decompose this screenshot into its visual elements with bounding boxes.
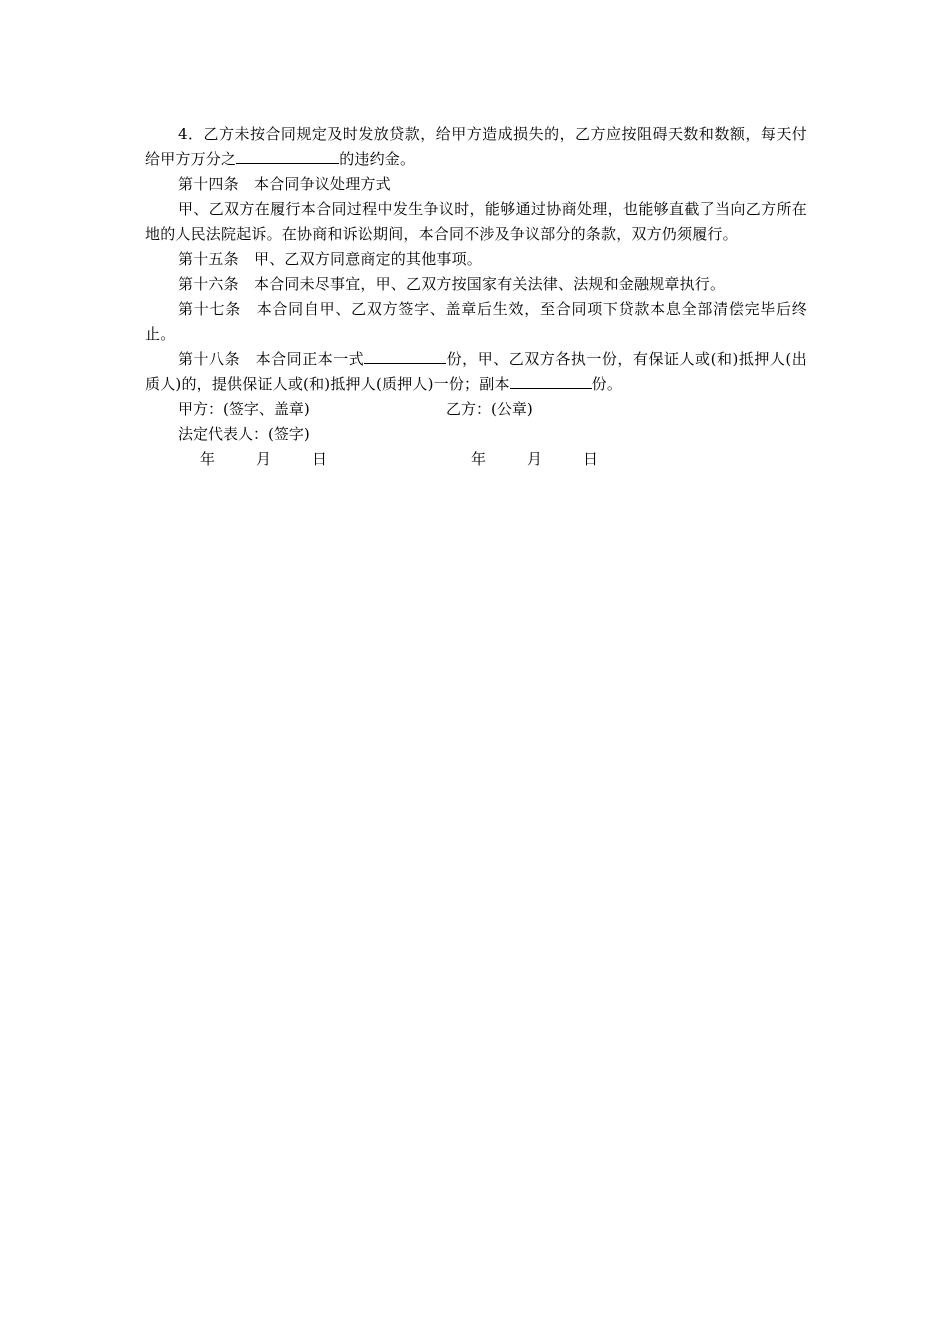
legal-rep-row (145, 422, 807, 447)
contract-page (145, 122, 807, 472)
article-16: 第十六条 本合同未尽事宜，甲、乙双方按国家有关法律、法规和金融规章执行。 (178, 275, 726, 293)
clause-4-text: 4．乙方未按合同规定及时发放贷款，给甲方造成损失的，乙方应按阻碍天数和数额，每天付给甲方万分之 (145, 125, 807, 168)
article-18-text-2: 份，甲、乙双方各执一份，有保证人或(和)抵押人(出质人)的，提供保证人或(和)抵押人(质押人)一份；副本 (145, 350, 808, 393)
year-label: 年 (200, 450, 216, 468)
penalty-rate-blank (236, 148, 339, 164)
signature-row (145, 397, 807, 422)
article-18-text-3: 份。 (591, 375, 623, 393)
party-b-seal: 乙方：(公章) (446, 400, 533, 418)
article-18 (145, 347, 807, 397)
clause-4 (145, 122, 807, 172)
party-a-signature: 甲方：(签字、盖章) (178, 400, 310, 418)
day-label: 日 (312, 450, 328, 468)
party-b-date (471, 447, 639, 472)
article-15: 第十五条 甲、乙双方同意商定的其他事项。 (178, 250, 483, 268)
original-copies-blank (364, 348, 446, 364)
article-17: 第十七条 本合同自甲、乙双方签字、盖章后生效，至合同项下贷款本息全部清偿完毕后终止。 (145, 300, 807, 343)
clause-4-suffix: 的违约金。 (339, 150, 416, 168)
date-row (145, 447, 807, 472)
day-label: 日 (583, 450, 599, 468)
duplicate-copies-blank (510, 373, 592, 389)
article-14-heading: 第十四条 本合同争议处理方式 (178, 175, 391, 193)
year-label: 年 (471, 450, 487, 468)
article-14-body: 甲、乙双方在履行本合同过程中发生争议时，能够通过协商处理，也能够直截了当向乙方所在地的人民法院起诉。在协商和诉讼期间，本合同不涉及争议部分的条款，双方仍须履行。 (145, 200, 807, 243)
party-a-date (200, 447, 368, 472)
month-label: 月 (527, 450, 543, 468)
legal-representative-signature: 法定代表人：(签字) (178, 425, 310, 443)
month-label: 月 (256, 450, 272, 468)
article-18-text-1: 第十八条 本合同正本一式 (178, 350, 365, 368)
